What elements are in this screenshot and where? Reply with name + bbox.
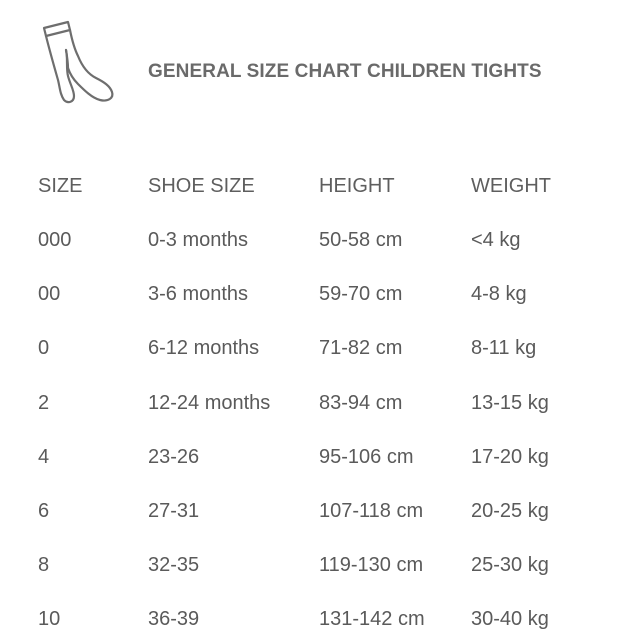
column-header-shoe-size: SHOE SIZE: [148, 175, 255, 197]
cell-height: 50-58 cm: [319, 229, 403, 251]
cell-shoe-size: 3-6 months: [148, 283, 249, 305]
cell-shoe-size: 6-12 months: [148, 337, 260, 359]
cell-shoe-size: 12-24 months: [148, 392, 271, 414]
cell-weight: 25-30 kg: [471, 554, 549, 576]
cell-shoe-size: 27-31: [148, 500, 200, 522]
cell-shoe-size: 32-35: [148, 554, 200, 576]
cell-height: 71-82 cm: [319, 337, 403, 359]
cell-size: 4: [38, 446, 50, 468]
cell-shoe-size: 36-39: [148, 608, 200, 630]
cell-weight: 30-40 kg: [471, 608, 549, 630]
cell-height: 119-130 cm: [319, 554, 424, 576]
cell-weight: 20-25 kg: [471, 500, 549, 522]
cell-height: 83-94 cm: [319, 392, 403, 414]
cell-size: 000: [38, 229, 72, 251]
table-row: [0, 336, 630, 368]
cell-weight: 17-20 kg: [471, 446, 549, 468]
cell-size: 00: [38, 283, 61, 305]
cell-shoe-size: 23-26: [148, 446, 200, 468]
cell-size: 0: [38, 337, 50, 359]
cell-weight: 8-11 kg: [471, 337, 537, 359]
table-row: [0, 553, 630, 585]
cell-size: 2: [38, 392, 50, 414]
table-row: [0, 228, 630, 260]
cell-size: 8: [38, 554, 50, 576]
column-header-size: SIZE: [38, 175, 83, 197]
cell-height: 107-118 cm: [319, 500, 424, 522]
cell-weight: <4 kg: [471, 229, 521, 251]
cell-shoe-size: 0-3 months: [148, 229, 249, 251]
cell-height: 131-142 cm: [319, 608, 425, 630]
table-header-row: [0, 174, 630, 206]
table-row: [0, 607, 630, 639]
cell-weight: 4-8 kg: [471, 283, 527, 305]
table-row: [0, 282, 630, 314]
column-header-weight: WEIGHT: [471, 175, 551, 197]
column-header-height: HEIGHT: [319, 175, 395, 197]
cell-weight: 13-15 kg: [471, 392, 549, 414]
page-title: GENERAL SIZE CHART CHILDREN TIGHTS: [148, 61, 542, 82]
table-row: [0, 499, 630, 531]
cell-height: 59-70 cm: [319, 283, 403, 305]
cell-height: 95-106 cm: [319, 446, 414, 468]
cell-size: 6: [38, 500, 50, 522]
table-row: [0, 391, 630, 423]
table-row: [0, 445, 630, 477]
cell-size: 10: [38, 608, 61, 630]
